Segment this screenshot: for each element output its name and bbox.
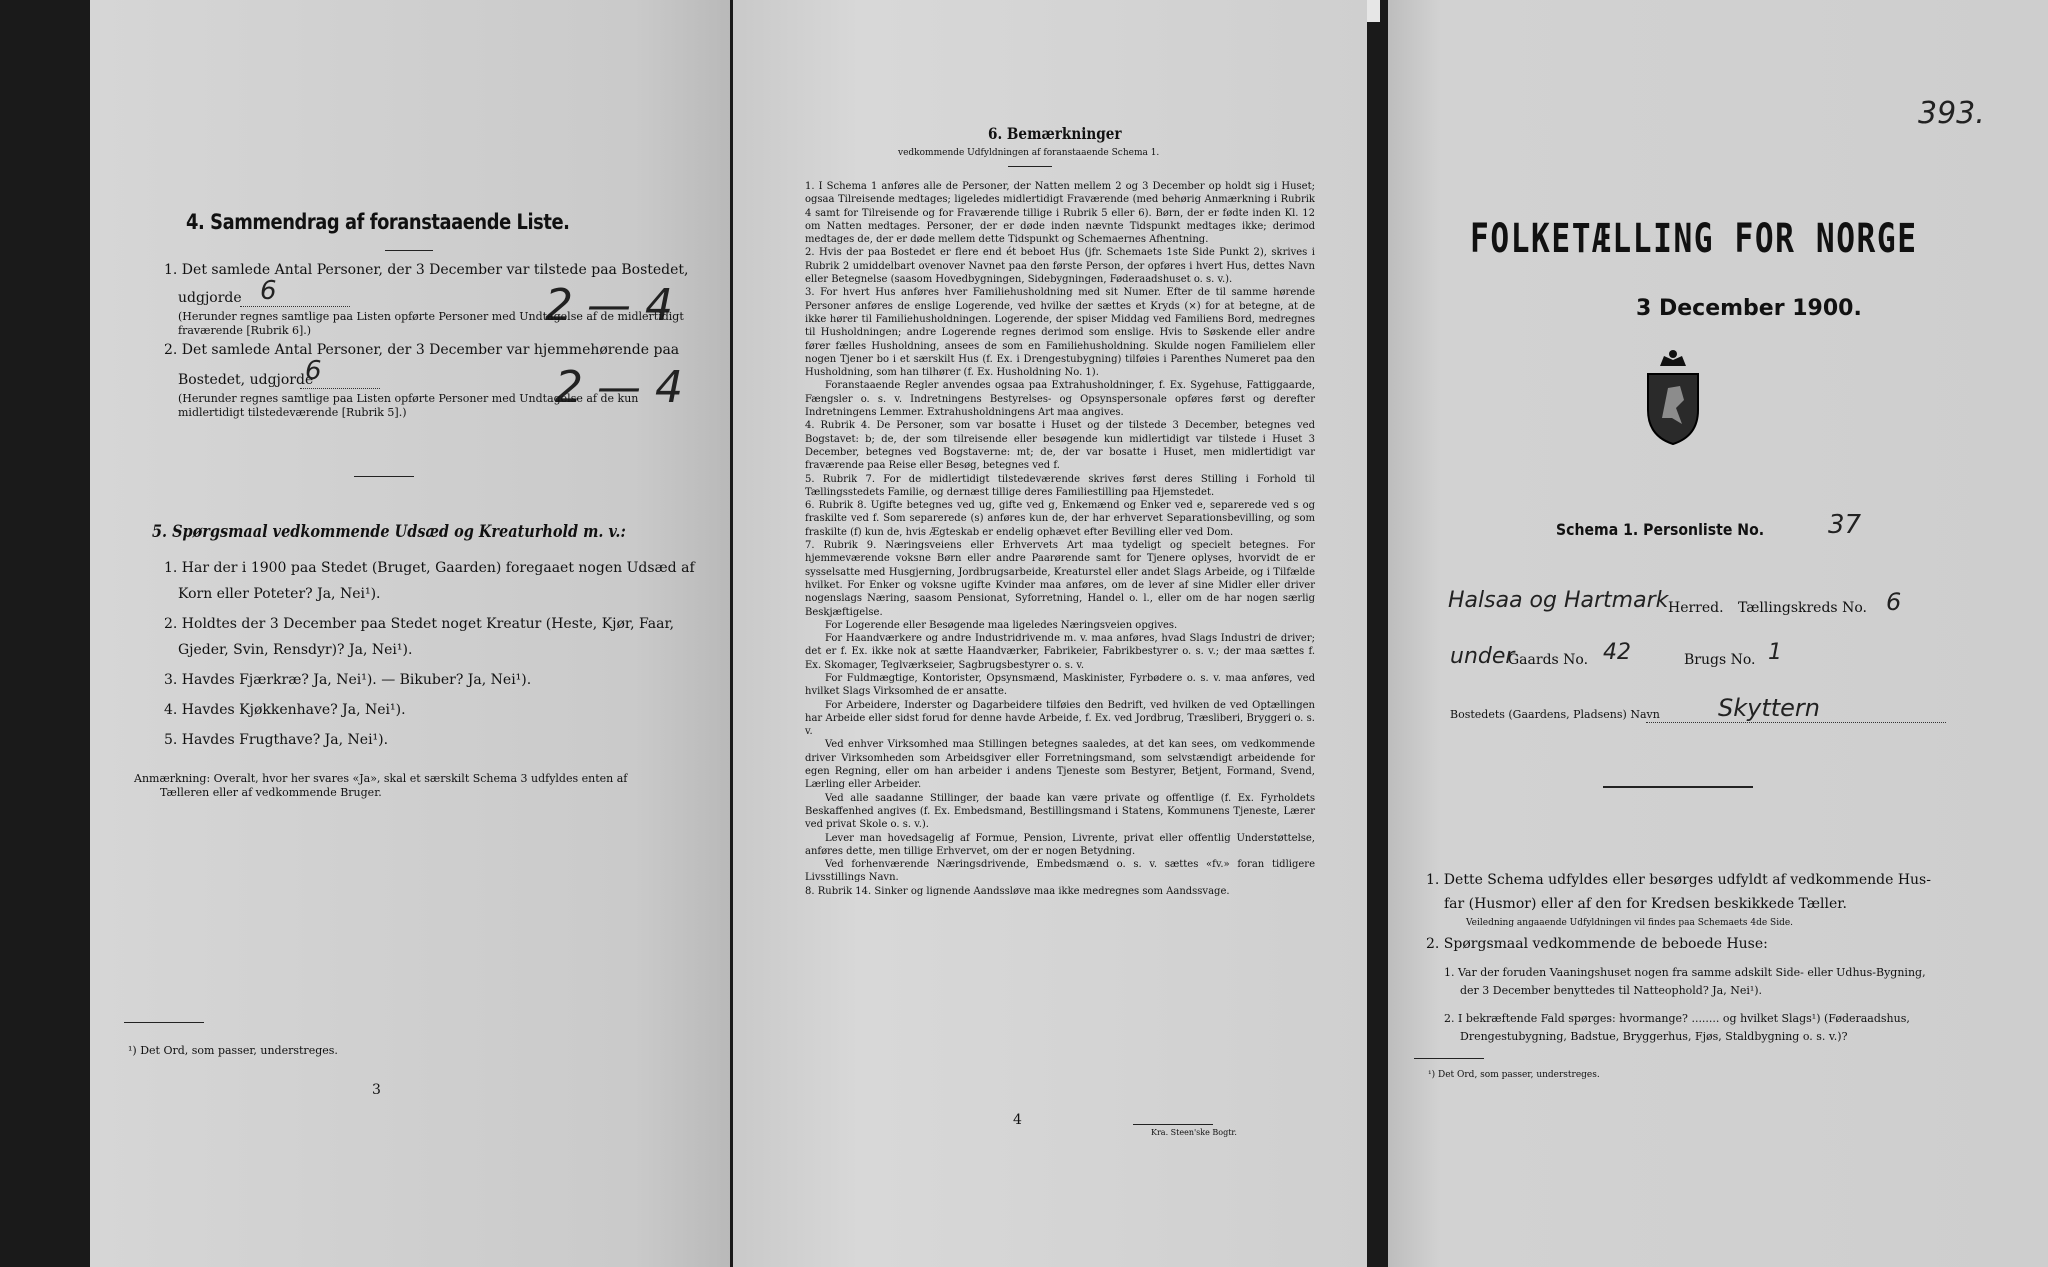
under-handwritten: under [1450,644,1515,669]
printer-rule [1133,1124,1213,1125]
question-2: 2. Holdtes der 3 December paa Stedet noget Kreatur (Heste, Kjør, Faar, [164,616,675,632]
footnote-rule [124,1022,204,1023]
herred-label: Herred. [1668,600,1724,616]
schema-label: Schema 1. Personliste No. [1556,520,1765,539]
remark-paragraph-7: 6. Rubrik 8. Ugifte betegnes ved ug, gifte ved g, Enkemænd og Enker ved e, separerede ved s og fraskilte ved f. Som separerede (s) anføres kun de, der har erhvervet Separationsbevilling, og som fraskilte (f) kun de, hvis Ægteskab er endelig ophævet efter Bevilling eller ved Dom. [805,500,1315,538]
footnote: ¹) Det Ord, som passer, understreges. [128,1044,338,1057]
gaard-number: 42 [1603,640,1631,665]
remark-paragraph-16: Ved forhenværende Næringsdrivende, Embedsmænd o. s. v. sættes «fv.» foran tidligere Livsstillings Navn. [805,859,1315,884]
instruction-2-question-2-cont: Drengestubygning, Badstue, Bryggerhus, Fjøs, Staldbygning o. s. v.)? [1460,1030,1848,1043]
brugs-number: 1 [1768,640,1782,665]
question-1: 1. Har der i 1900 paa Stedet (Bruget, Gaarden) foregaaet nogen Udsæd af [164,560,695,576]
page-stamp-number: 393. [1918,96,1985,131]
page-right [1388,0,2048,1267]
remark-paragraph-10: For Haandværkere og andre Industridrivende m. v. maa anføres, hvad Slags Industri de driver; det er f. Ex. ikke nok at sætte Haandværker, Fabrikeier, Fabrikbestyrer o. s. v.; der maa sættes f. Ex. Skomager, Teglværkseier, Sagbrugsbestyrer o. s. v. [805,633,1315,671]
summary-item-2-note-2: midlertidigt tilstedeværende [Rubrik 5].) [178,406,407,419]
page-middle [733,0,1367,1267]
instruction-1-cont: far (Husmor) eller af den for Kredsen beskikkede Tæller. [1444,896,1847,912]
kreds-number: 6 [1886,588,1902,616]
summary-item-1-note: (Herunder regnes samtlige paa Listen opførte Personer med Undtagelse af de midlertidigt [178,310,684,323]
kreds-label: Tællingskreds No. [1738,600,1867,616]
page-left [90,0,730,1267]
remarks-rule [1008,166,1052,167]
remark-paragraph-6: 5. Rubrik 7. For de midlertidigt tilstedeværende skrives først deres Stilling i Forhold til Tællingsstedets Familie, og dernæst tillige deres Familiestilling paa Hjemstedet. [805,473,1315,498]
remark-paragraph-14: Ved alle saadanne Stillinger, der baade kan være private og offentlige (f. Ex. Fyrholdets Beskaffenhed angives (f. Ex. Embedsmand, Bestillingsmand i Statens, Kommunens Tjeneste, Lærer ved privat Skole o. s. v.). [805,792,1315,831]
section-5-title: 5. Spørgsmaal vedkommende Udsæd og Kreaturhold m. v.: [152,522,626,542]
instruction-2-question-1: 1. Var der foruden Vaaningshuset nogen fra samme adskilt Side- eller Udhus-Bygning, [1444,966,1926,979]
remark-paragraph-1: 1. I Schema 1 anføres alle de Personer, der Natten mellem 2 og 3 December op holdt sig i Huset; ogsaa Tilreisende medtages; ligeledes midlertidigt Fraværende (med behørig Anmærkning i Rubrik 4 samt for Tilreisende og for Fraværende tillige i Rubrik 5 eller 6). Børn, der er fødte inden Kl. 12 om Natten medtages. Personer, der er døde inden nævnte Tidspunkt medtages ikke; derimod medtages de, der er døde mellem dette Tidspunkt og Schemaernes Afhentning. [805,181,1315,246]
remark-paragraph-13: Ved enhver Virksomhed maa Stillingen betegnes saaledes, at det kan sees, om vedkommende driver Virksomheden som Arbeidsgiver eller Forretningsmand, som selvstændigt arbeidende for egen Regning, eller om han arbeider i andens Tjeneste som Bestyrer, Betjent, Formand, Svend, Lærling eller Arbeider. [805,739,1315,791]
remarks-title: 6. Bemærkninger [988,124,1122,143]
section-rule [354,476,414,477]
remark-paragraph-15: Lever man hovedsagelig af Formue, Pension, Livrente, privat eller offentlig Understøttelse, anføres dette, men tillige Erhvervet, om der er nogen Betydning. [805,832,1315,857]
footnote-right: ¹) Det Ord, som passer, understreges. [1428,1070,1600,1080]
summary-item-2-value: 6 [305,356,322,386]
remark-paragraph-17: 8. Rubrik 14. Sinker og lignende Aandssløve maa ikke medregnes som Aandssvage. [805,885,1230,897]
summary-item-2-handwritten: 2 — 4 [555,362,683,413]
coat-of-arms-icon [1638,348,1708,448]
instruction-2: 2. Spørgsmaal vedkommende de beboede Huse: [1426,936,1768,952]
summary-item-2: 2. Det samlede Antal Personer, der 3 December var hjemmehørende paa [164,342,680,358]
summary-item-1-label: udgjorde [178,290,242,306]
bosted-line [1646,722,1946,723]
remark-paragraph-9: For Logerende eller Besøgende maa ligeledes Næringsveien opgives. [825,619,1178,631]
question-3: 3. Havdes Fjærkræ? Ja, Nei¹). — Bikuber? Ja, Nei¹). [164,672,532,688]
gaard-label: Gaards No. [1508,652,1589,668]
printer-credit: Kra. Steen'ske Bogtr. [1151,1128,1237,1137]
title-rule [385,250,433,251]
remark: Anmærkning: Overalt, hvor her svares «Ja», skal et særskilt Schema 3 udfyldes enten af [134,772,628,785]
remark-paragraph-8: 7. Rubrik 9. Næringsveiens eller Erhvervets Art maa tydeligt og specielt betegnes. For hjemmeværende voksne Børn eller andre Paarørende samt for Tjenere oplyses, hvorvidt de er sysselsatte med Husgjerning, Jordbrugsarbeide, Kreaturstel eller andet Slags Arbeide, og i Tilfælde hvilket. For Enker og voksne ugifte Kvinder maa anføres, om de lever af sine Midler eller driver nogenslags Næring, saasom Pensionat, Syforretning, Handel o. l., eller om de har nogen særlig Beskjæftigelse. [805,540,1315,618]
question-2-cont: Gjeder, Svin, Rensdyr)? Ja, Nei¹). [178,642,413,658]
summary-item-2-note: (Herunder regnes samtlige paa Listen opførte Personer med Undtagelse af de kun [178,392,639,405]
summary-item-1-note-2: fraværende [Rubrik 6].) [178,324,312,337]
remarks-subtitle: vedkommende Udfyldningen af foranstaaende Schema 1. [898,148,1160,158]
section-4-title: 4. Sammendrag af foranstaaende Liste. [186,210,570,234]
census-date: 3 December 1900. [1636,296,1862,321]
instruction-2-question-2: 2. I bekræftende Fald spørges: hvormange? ........ og hvilket Slags¹) (Føderaadshus, [1444,1012,1910,1025]
remark-paragraph-3: 3. For hvert Hus anføres hver Familiehusholdning med sit Numer. Efter de til samme hørende Personer anføres de enslige Logerende, ved hvilke der sættes et Kryds (×) for at betegne, at de ikke hører til Familiehusholdningen. Logerende, der spiser Middag ved Familiens Bord, medregnes til Husholdningen; andre Logerende regnes derimod som enslige. Hvis to Søskende eller andre fører fælles Husholdning, ansees de som en Familiehusholdning. Skulde nogen Familielem eller nogen Tjener bo i et særskilt Hus (f. Ex. i Drengestubygning) tilføies i Parenthes Numeret paa den Husholdning, som han tilhører (f. Ex. Husholdning No. 1). [805,287,1315,379]
brugs-label: Brugs No. [1684,652,1756,668]
remark-paragraph-5: 4. Rubrik 4. De Personer, som var bosatte i Huset og der tilstede 3 December, betegnes ved Bogstavet: b; de, der som tilreisende eller besøgende kun midlertidigt var tilstede i Huset 3 December, betegnes ved Bogstaverne: mt; de, der var bosatte i Huset, men midlertidigt var fraværende paa Reise eller Besøg, betegnes ved f. [805,420,1315,472]
summary-item-1: 1. Det samlede Antal Personer, der 3 December var tilstede paa Bostedet, [164,262,689,278]
summary-item-1-handwritten: 2 — 4 [545,280,673,331]
bosted-label: Bostedets (Gaardens, Pladsens) Navn [1450,708,1660,721]
remark-paragraph-4: Foranstaaende Regler anvendes ogsaa paa Extrahusholdninger, f. Ex. Sygehuse, Fattiggaarde, Fængsler o. s. v. Indretningens Bestyrelses- og Opsynspersonale opføres først og derefter Indretningens Lemmer. Extrahusholdningens Art maa angives. [805,380,1315,419]
remark-paragraph-12: For Arbeidere, Inderster og Dagarbeidere tilføies den Bedrift, ved hvilken de ved Optællingen har Arbeide eller sidst forud for denne havde Arbeide, f. Ex. ved Jordbrug, Træsliberi, Bryggeri o. s. v. [805,699,1315,738]
instruction-1-note: Veiledning angaaende Udfyldningen vil findes paa Schemaets 4de Side. [1466,918,1794,928]
document-title: FOLKETÆLLING FOR NORGE [1470,216,1918,262]
page-number-middle: 4 [1013,1112,1022,1128]
remark-cont: Tælleren eller af vedkommende Bruger. [160,786,382,799]
summary-item-2-line [300,388,380,389]
instruction-1: 1. Dette Schema udfyldes eller besørges udfyldt af vedkommende Hus- [1426,872,1931,888]
summary-item-2-label: Bostedet, udgjorde [178,372,314,388]
question-1-cont: Korn eller Poteter? Ja, Nei¹). [178,586,381,602]
remark-paragraph-11: For Fuldmægtige, Kontorister, Opsynsmænd, Maskinister, Fyrbødere o. s. v. maa anføres, ved hvilket Slags Virksomhed de er ansatte. [805,672,1315,698]
ornament-rule [1603,786,1753,788]
instruction-2-question-1-cont: der 3 December benyttedes til Natteophold? Ja, Nei¹). [1460,984,1763,997]
summary-item-1-value: 6 [260,276,277,306]
personliste-number: 37 [1828,510,1862,540]
remark-paragraph-2: 2. Hvis der paa Bostedet er flere end ét beboet Hus (jfr. Schemaets 1ste Side Punkt 2), skrives i Rubrik 2 umiddelbart ovenover Navnet paa den første Person, der opføres i hvert Hus, dettes Navn eller Betegnelse (saasom Hovedbygningen, Sidebygningen, Føderaadshuset o. s. v.). [805,247,1315,286]
herred-handwritten: Halsaa og Hartmark [1448,588,1669,613]
bosted-handwritten: Skyttern [1718,694,1820,722]
question-5: 5. Havdes Frugthave? Ja, Nei¹). [164,732,389,748]
summary-item-1-line [240,306,350,307]
question-4: 4. Havdes Kjøkkenhave? Ja, Nei¹). [164,702,406,718]
remarks-paragraphs [805,180,1315,898]
footnote-rule-right [1414,1058,1484,1059]
page-number-left: 3 [372,1082,381,1098]
